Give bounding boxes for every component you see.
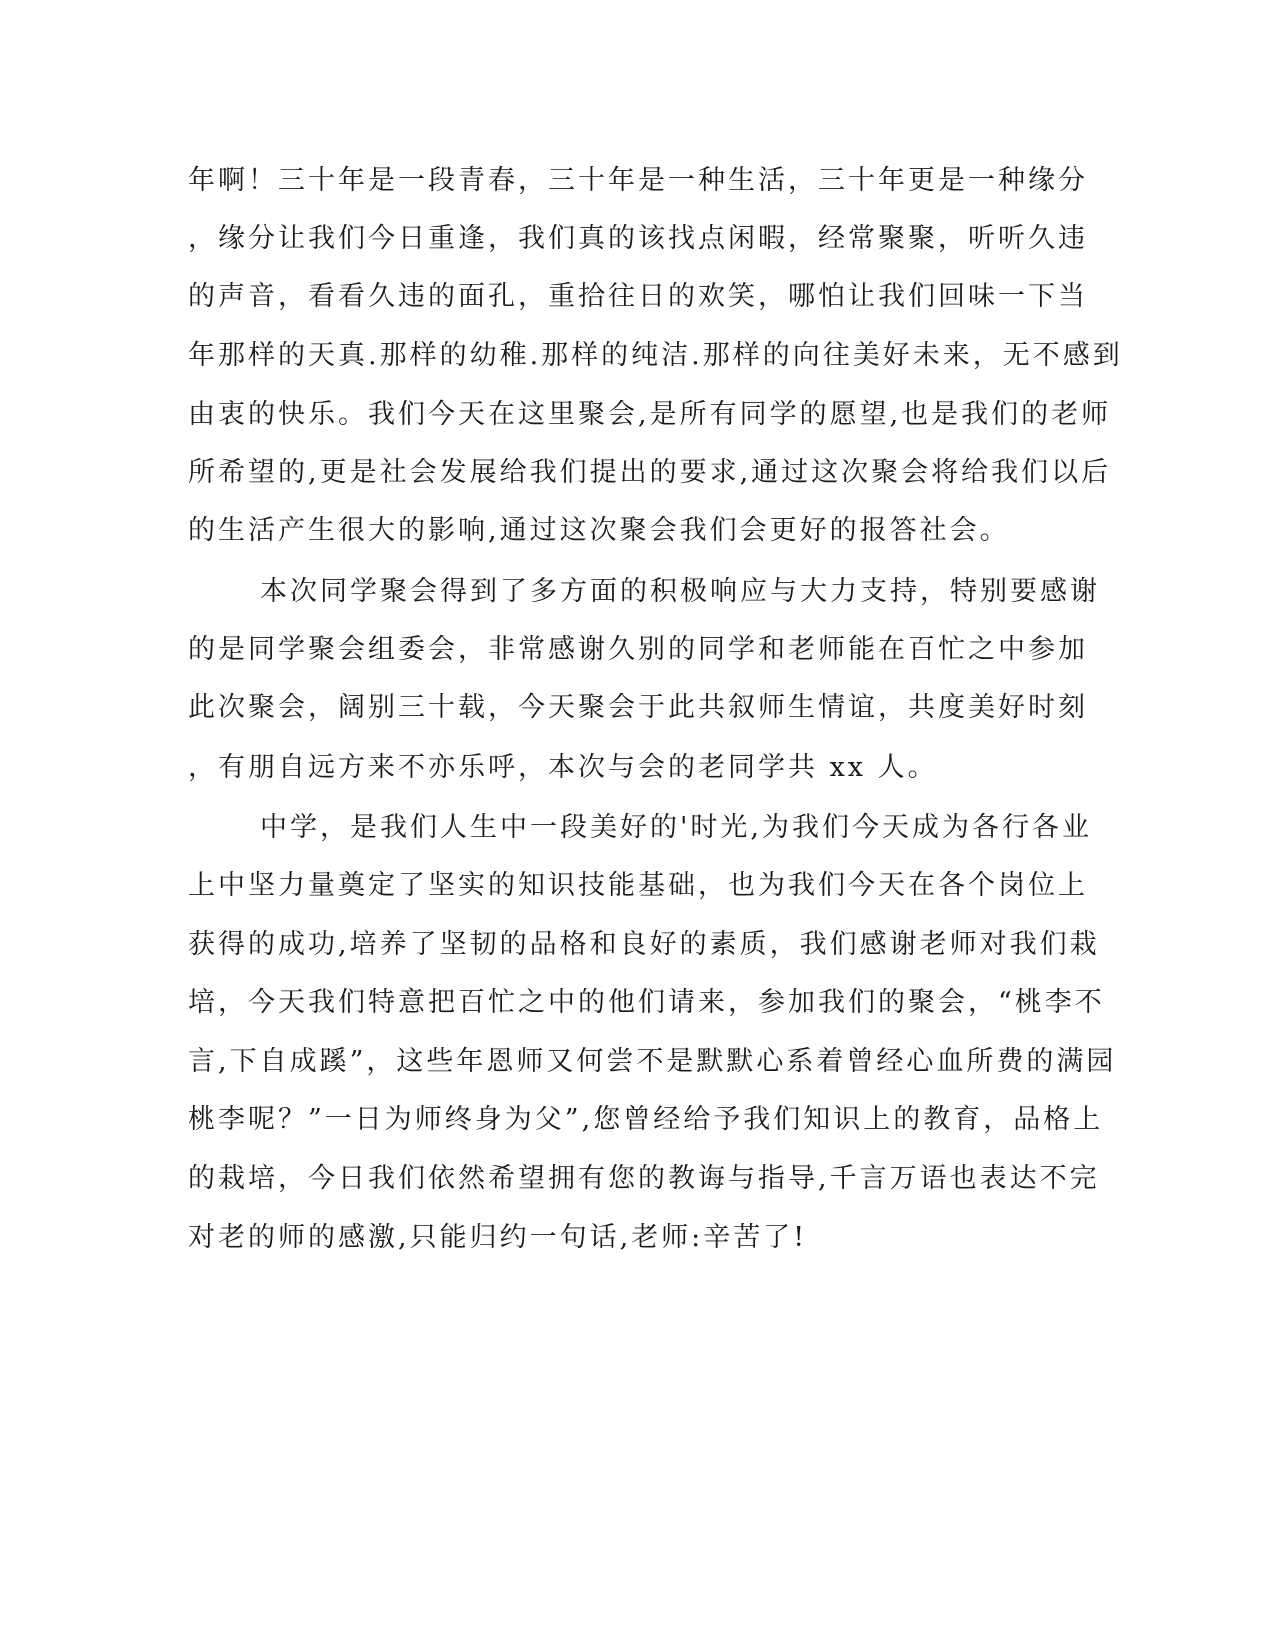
text-line: 由衷的快乐。我们今天在这里聚会,是所有同学的愿望,也是我们的老师 (188, 399, 1112, 430)
paragraph-first-line: 本次同学聚会得到了多方面的积极响应与大力支持，特别要感谢 (260, 576, 1100, 607)
text-line: 上中坚力量奠定了坚实的知识技能基础，也为我们今天在各个岗位上 (188, 870, 1088, 901)
text-line: 对老的师的感激,只能归约一句话,老师:辛苦了! (188, 1222, 808, 1253)
text-line: 的栽培，今日我们依然希望拥有您的教诲与指导,千言万语也表达不完 (188, 1163, 1100, 1194)
text-line: ，缘分让我们今日重逢，我们真的该找点闲暇，经常聚聚，听听久违 (188, 223, 1088, 254)
text-line: 的是同学聚会组委会，非常感谢久别的同学和老师能在百忙之中参加 (188, 634, 1088, 665)
text-line: 年那样的天真.那样的幼稚.那样的纯洁.那样的向往美好未来，无不感到 (188, 340, 1123, 371)
text-line: 言,下自成蹊”，这些年恩师又何尝不是默默心系着曾经心血所费的满园 (188, 1046, 1117, 1077)
text-line: 年啊！三十年是一段青春，三十年是一种生活，三十年更是一种缘分 (188, 165, 1088, 196)
paragraph-first-line: 中学，是我们人生中一段美好的'时光,为我们今天成为各行各业 (260, 812, 1093, 843)
text-line: 所希望的,更是社会发展给我们提出的要求,通过这次聚会将给我们以后 (188, 457, 1112, 488)
text-line: ，有朋自远方来不亦乐呼，本次与会的老同学共 xx 人。 (188, 752, 938, 783)
text-line: 获得的成功,培养了坚韧的品格和良好的素质，我们感谢老师对我们栽 (188, 929, 1100, 960)
text-line: 此次聚会，阔别三十载，今天聚会于此共叙师生情谊，共度美好时刻 (188, 692, 1088, 723)
text-line: 桃李呢？”一日为师终身为父”,您曾经给予我们知识上的教育，品格上 (188, 1104, 1104, 1135)
text-line: 的声音，看看久违的面孔，重拾往日的欢笑，哪怕让我们回味一下当 (188, 281, 1088, 312)
text-line: 培，今天我们特意把百忙之中的他们请来，参加我们的聚会，“桃李不 (188, 987, 1105, 1018)
text-line: 的生活产生很大的影响,通过这次聚会我们会更好的报答社会。 (188, 515, 1010, 546)
